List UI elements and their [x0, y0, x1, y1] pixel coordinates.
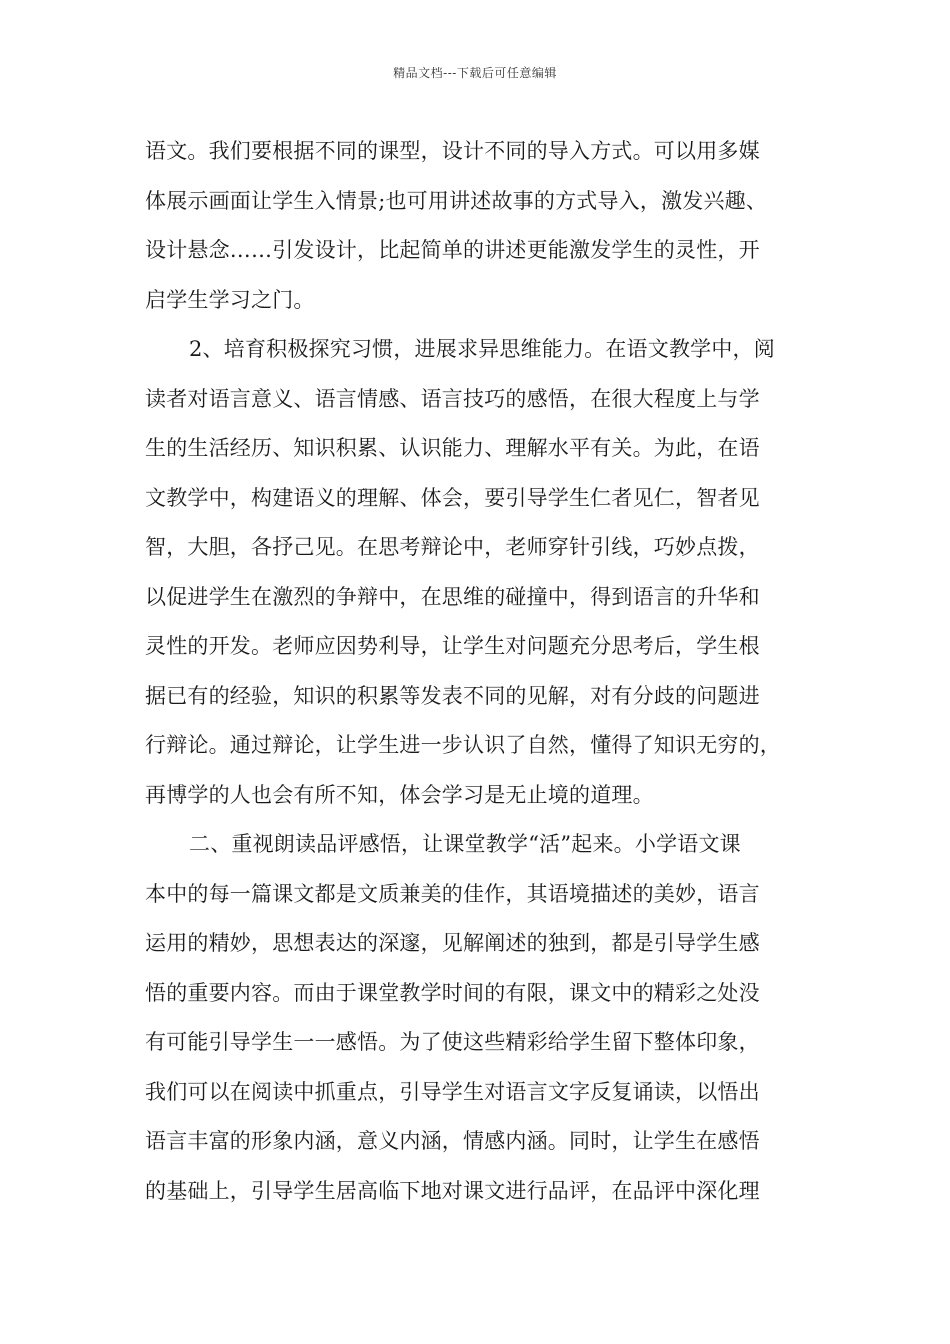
text-line: 读者对语言意义、语言情感、语言技巧的感悟，在很大程度上与学 [145, 386, 760, 411]
text-line: 的基础上，引导学生居高临下地对课文进行品评，在品评中深化理 [145, 1178, 760, 1203]
text-line: 灵性的开发。老师应因势利导，让学生对问题充分思考后，学生根 [145, 634, 760, 658]
text-line: 我们可以在阅读中抓重点，引导学生对语言文字反复诵读，以悟出 [145, 1079, 760, 1104]
body-text [145, 133, 813, 1222]
text-line: 文教学中，构建语义的理解、体会，要引导学生仁者见仁，智者见 [145, 485, 760, 510]
text-line: 生的生活经历、知识积累、认识能力、理解水平有关。为此，在语 [145, 436, 760, 460]
paragraph-2 [145, 331, 813, 826]
text-line: 启学生学习之门。 [145, 287, 315, 312]
text-line: 智，大胆，各抒己见。在思考辩论中，老师穿针引线，巧妙点拨， [145, 535, 760, 559]
paragraph-3 [145, 826, 813, 1222]
text-line: 据已有的经验，知识的积累等发表不同的见解，对有分歧的问题进 [145, 683, 760, 708]
paragraph-1 [145, 133, 813, 331]
text-line: 有可能引导学生一一感悟。为了使这些精彩给学生留下整体印象， [145, 1030, 760, 1054]
text-line: 语文。我们要根据不同的课型，设计不同的导入方式。可以用多媒 [145, 139, 760, 163]
text-line: 2、培育积极探究习惯，进展求异思维能力。在语文教学中，阅 [189, 337, 775, 361]
text-line: 设计悬念……引发设计，比起简单的讲述更能激发学生的灵性，开 [145, 238, 760, 262]
text-line: 以促进学生在激烈的争辩中，在思维的碰撞中，得到语言的升华和 [145, 584, 760, 609]
text-line: 体展示画面让学生入情景;也可用讲述故事的方式导入，激发兴趣、 [145, 188, 768, 213]
text-line: 运用的精妙，思想表达的深邃，见解阐述的独到，都是引导学生感 [145, 931, 760, 955]
text-line: 再博学的人也会有所不知，体会学习是无止境的道理。 [145, 782, 654, 807]
text-line: 语言丰富的形象内涵，意义内涵，情感内涵。同时，让学生在感悟 [145, 1129, 760, 1153]
text-line: 本中的每一篇课文都是文质兼美的佳作，其语境描述的美妙，语言 [145, 881, 760, 906]
text-line: 二、重视朗读品评感悟，让课堂教学“活”起来。小学语文课 [189, 832, 741, 856]
page-header: 精品文档---下载后可任意编辑 [393, 66, 557, 80]
text-line: 悟的重要内容。而由于课堂教学时间的有限，课文中的精彩之处没 [145, 980, 760, 1005]
text-line: 行辩论。通过辩论，让学生进一步认识了自然，懂得了知识无穷的， [145, 733, 781, 757]
